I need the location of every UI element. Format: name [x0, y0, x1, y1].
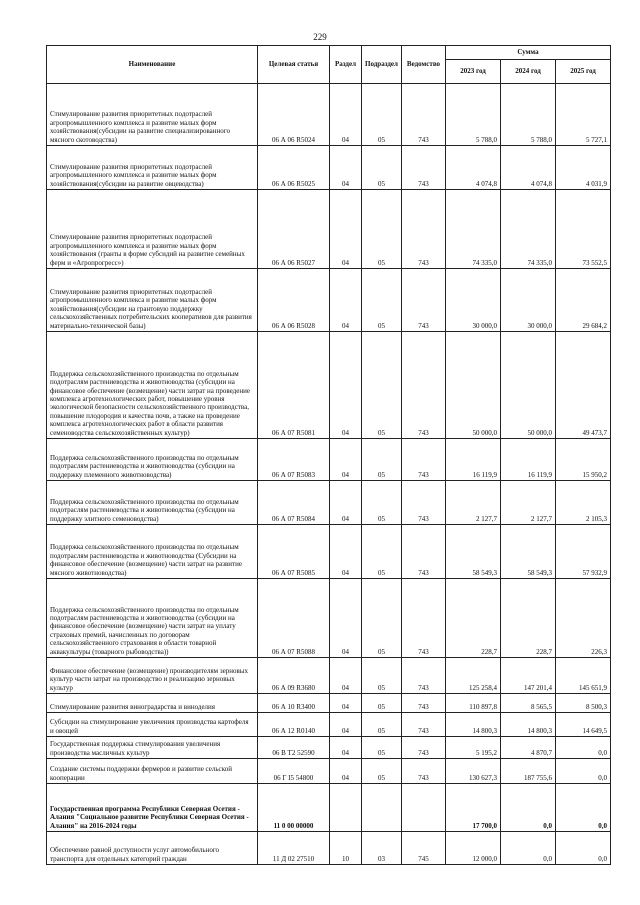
row-section: 04 [330, 658, 362, 694]
row-subsection: 05 [362, 759, 402, 784]
row-name: Стимулирование развития приоритетных подотраслей агропромышленного комплекса и развитие малых форм хозяйствования (гранты в форме субсидий на развитие семейных ферм и «Агропрогресс») [47, 190, 258, 269]
row-subsection: 05 [362, 579, 402, 658]
row-2025: 73 552,5 [556, 190, 611, 269]
row-subsection: 05 [362, 146, 402, 190]
row-section: 10 [330, 832, 362, 865]
row-name: Государственная поддержка стимулирования увеличения производства масличных культур [47, 737, 258, 759]
row-2023: 14 800,3 [446, 713, 501, 737]
row-2025: 5 727,1 [556, 84, 611, 146]
header-section: Раздел [330, 46, 362, 84]
row-section: 04 [330, 579, 362, 658]
table-row [47, 269, 611, 332]
table-row [47, 84, 611, 146]
row-target: 06 А 06 R5025 [258, 146, 330, 190]
row-section: 04 [330, 332, 362, 439]
row-target: 06 А 10 R3400 [258, 694, 330, 713]
row-2024: 8 565,5 [501, 694, 556, 713]
row-target: 06 А 12 R0140 [258, 713, 330, 737]
row-2025: 14 649,5 [556, 713, 611, 737]
row-name: Поддержка сельскохозяйственного производства по отдельным подотраслям растениеводства и животноводства (субсидии на финансовое обеспечение (возмещение) части затрат на уплату страховых премий, начисленных по договорам сельскохозяйственного страхования в области товарной аквакультуры (товарного рыбоводства)) [47, 579, 258, 658]
row-2023: 58 549,3 [446, 525, 501, 579]
row-subsection: 05 [362, 190, 402, 269]
row-section: 04 [330, 269, 362, 332]
row-target: 06 А 07 R5083 [258, 439, 330, 481]
row-2024: 5 788,0 [501, 84, 556, 146]
row-2023: 16 119,9 [446, 439, 501, 481]
row-2023: 12 000,0 [446, 832, 501, 865]
row-2024: 228,7 [501, 579, 556, 658]
row-subsection: 03 [362, 832, 402, 865]
header-2025: 2025 год [556, 60, 611, 84]
row-subsection: 05 [362, 84, 402, 146]
table-row [47, 832, 611, 865]
header-2024: 2024 год [501, 60, 556, 84]
row-2025: 57 932,9 [556, 525, 611, 579]
row-2025: 8 500,3 [556, 694, 611, 713]
row-name: Финансовое обеспечение (возмещение) производителям зерновых культур части затрат на производство и реализацию зерновых культур [47, 658, 258, 694]
row-name: Обеспечение равной доступности услуг автомобильного транспорта для отдельных категорий граждан [47, 832, 258, 865]
row-target: 06 А 06 R5028 [258, 269, 330, 332]
row-dept: 745 [402, 832, 446, 865]
row-2024: 187 755,6 [501, 759, 556, 784]
table-row [47, 694, 611, 713]
table-row [47, 481, 611, 525]
table-row [47, 737, 611, 759]
page-number: 229 [313, 32, 327, 42]
row-section: 04 [330, 759, 362, 784]
row-dept: 743 [402, 146, 446, 190]
row-2025: 145 651,9 [556, 658, 611, 694]
table-row [47, 439, 611, 481]
row-2025: 0,0 [556, 832, 611, 865]
row-subsection: 05 [362, 713, 402, 737]
row-dept: 743 [402, 332, 446, 439]
row-target: 06 А 07 R5081 [258, 332, 330, 439]
row-section: 04 [330, 694, 362, 713]
row-subsection: 05 [362, 658, 402, 694]
row-subsection: 05 [362, 332, 402, 439]
header-target: Целевая статья [258, 46, 330, 84]
row-target: 11 0 00 00000 [258, 784, 330, 832]
row-2023: 4 074,8 [446, 146, 501, 190]
table-row [47, 525, 611, 579]
row-dept: 743 [402, 190, 446, 269]
row-target: 06 А 07 R5085 [258, 525, 330, 579]
row-section: 04 [330, 481, 362, 525]
row-dept: 743 [402, 439, 446, 481]
table-row [47, 658, 611, 694]
row-name: Субсидии на стимулирование увеличения производства картофеля и овощей [47, 713, 258, 737]
budget-table [46, 45, 611, 865]
row-subsection: 05 [362, 737, 402, 759]
row-target: 06 Г I5 54800 [258, 759, 330, 784]
row-2025: 49 473,7 [556, 332, 611, 439]
header-2023: 2023 год [446, 60, 501, 84]
row-target: 06 А 07 R5084 [258, 481, 330, 525]
row-section: 04 [330, 737, 362, 759]
row-name: Стимулирование развития приоритетных подотраслей агропромышленного комплекса и развитие малых форм хозяйствования(субсидии на развитие специализированного мясного скотоводства) [47, 84, 258, 146]
row-2023: 5 788,0 [446, 84, 501, 146]
row-2024: 50 000,0 [501, 332, 556, 439]
row-2024: 58 549,3 [501, 525, 556, 579]
row-2023: 5 195,2 [446, 737, 501, 759]
row-target: 06 А 06 R5027 [258, 190, 330, 269]
row-2025: 15 950,2 [556, 439, 611, 481]
row-dept: 743 [402, 481, 446, 525]
row-target: 06 А 06 R5024 [258, 84, 330, 146]
row-2023: 110 897,8 [446, 694, 501, 713]
row-subsection: 05 [362, 439, 402, 481]
row-dept: 743 [402, 658, 446, 694]
row-section: 04 [330, 146, 362, 190]
row-target: 06 А 09 R3680 [258, 658, 330, 694]
row-2023: 2 127,7 [446, 481, 501, 525]
table-row [47, 190, 611, 269]
row-2025: 4 031,9 [556, 146, 611, 190]
row-name: Поддержка сельскохозяйственного производства по отдельным подотраслям растениеводства и животноводства (Субсидии на финансовое обеспечение (возмещение) части затрат на развитие мясного животноводства) [47, 525, 258, 579]
row-2024: 16 119,9 [501, 439, 556, 481]
row-2023: 125 258,4 [446, 658, 501, 694]
row-2023: 30 000,0 [446, 269, 501, 332]
row-dept: 743 [402, 694, 446, 713]
row-dept: 743 [402, 737, 446, 759]
header-subsection: Подраздел [362, 46, 402, 84]
header-dept: Ведомство [402, 46, 446, 84]
row-section: 04 [330, 84, 362, 146]
row-2023: 50 000,0 [446, 332, 501, 439]
row-dept [402, 784, 446, 832]
row-dept: 743 [402, 759, 446, 784]
row-dept: 743 [402, 269, 446, 332]
row-2024: 0,0 [501, 832, 556, 865]
row-2024: 14 800,3 [501, 713, 556, 737]
row-name: Государственная программа Республики Северная Осетия - Алания "Социальное развитие Республики Северная Осетия - Алания" на 2016-2024 годы [47, 784, 258, 832]
table-row [47, 784, 611, 832]
row-section: 04 [330, 713, 362, 737]
row-name: Поддержка сельскохозяйственного производства по отдельным подотраслям растениеводства и животноводства (субсидии на поддержку племенного животноводства) [47, 439, 258, 481]
row-name: Поддержка сельскохозяйственного производства по отдельным подотраслям растениеводства и животноводства (субсидии на финансовое обеспечение (возмещение) части затрат на проведение комплекса агротехнологических работ, повышение уровня экологической безопасности сельскохозяйственного производства, повышение плодородия и качества почв, а также на проведение комплекса агротехнологических работ в области развития семеноводства сельскохозяйственных культур) [47, 332, 258, 439]
row-subsection: 05 [362, 525, 402, 579]
row-2025: 0,0 [556, 737, 611, 759]
row-2024: 4 870,7 [501, 737, 556, 759]
table-row [47, 579, 611, 658]
row-2023: 17 700,0 [446, 784, 501, 832]
row-2025: 29 684,2 [556, 269, 611, 332]
row-subsection: 05 [362, 481, 402, 525]
row-dept: 743 [402, 579, 446, 658]
row-2024: 0,0 [501, 784, 556, 832]
row-target: 06 В Т2 52590 [258, 737, 330, 759]
row-2023: 228,7 [446, 579, 501, 658]
row-2025: 0,0 [556, 784, 611, 832]
row-name: Создание системы поддержки фермеров и развитие сельской кооперации [47, 759, 258, 784]
row-2025: 226,3 [556, 579, 611, 658]
row-section: 04 [330, 190, 362, 269]
header-name: Наименование [47, 46, 258, 84]
row-2024: 2 127,7 [501, 481, 556, 525]
row-2025: 2 105,3 [556, 481, 611, 525]
row-name: Стимулирование развития приоритетных подотраслей агропромышленного комплекса и развитие малых форм хозяйствования(субсидии на грантовую поддержку сельскохозяйственных потребительских кооперативов для развития материально-технической базы) [47, 269, 258, 332]
row-2023: 74 335,0 [446, 190, 501, 269]
table-row [47, 713, 611, 737]
table-row [47, 146, 611, 190]
header-sum: Сумма [446, 46, 611, 60]
row-2023: 130 627,3 [446, 759, 501, 784]
row-subsection [362, 784, 402, 832]
row-dept: 743 [402, 713, 446, 737]
row-name: Стимулирование развития виноградарства и виноделия [47, 694, 258, 713]
row-2025: 0,0 [556, 759, 611, 784]
row-section [330, 784, 362, 832]
table-row [47, 332, 611, 439]
row-section: 04 [330, 439, 362, 481]
row-target: 11 Д 02 27510 [258, 832, 330, 865]
table-row [47, 759, 611, 784]
row-2024: 74 335,0 [501, 190, 556, 269]
row-2024: 147 201,4 [501, 658, 556, 694]
row-dept: 743 [402, 84, 446, 146]
table-body [47, 84, 611, 865]
row-subsection: 05 [362, 694, 402, 713]
row-subsection: 05 [362, 269, 402, 332]
row-2024: 4 074,8 [501, 146, 556, 190]
row-dept: 743 [402, 525, 446, 579]
row-2024: 30 000,0 [501, 269, 556, 332]
row-section: 04 [330, 525, 362, 579]
row-name: Поддержка сельскохозяйственного производства по отдельным подотраслям растениеводства и животноводства (субсидии на поддержку элитного семеноводства) [47, 481, 258, 525]
row-target: 06 А 07 R5088 [258, 579, 330, 658]
row-name: Стимулирование развития приоритетных подотраслей агропромышленного комплекса и развитие малых форм хозяйствования(субсидии на развитие овцеводства) [47, 146, 258, 190]
